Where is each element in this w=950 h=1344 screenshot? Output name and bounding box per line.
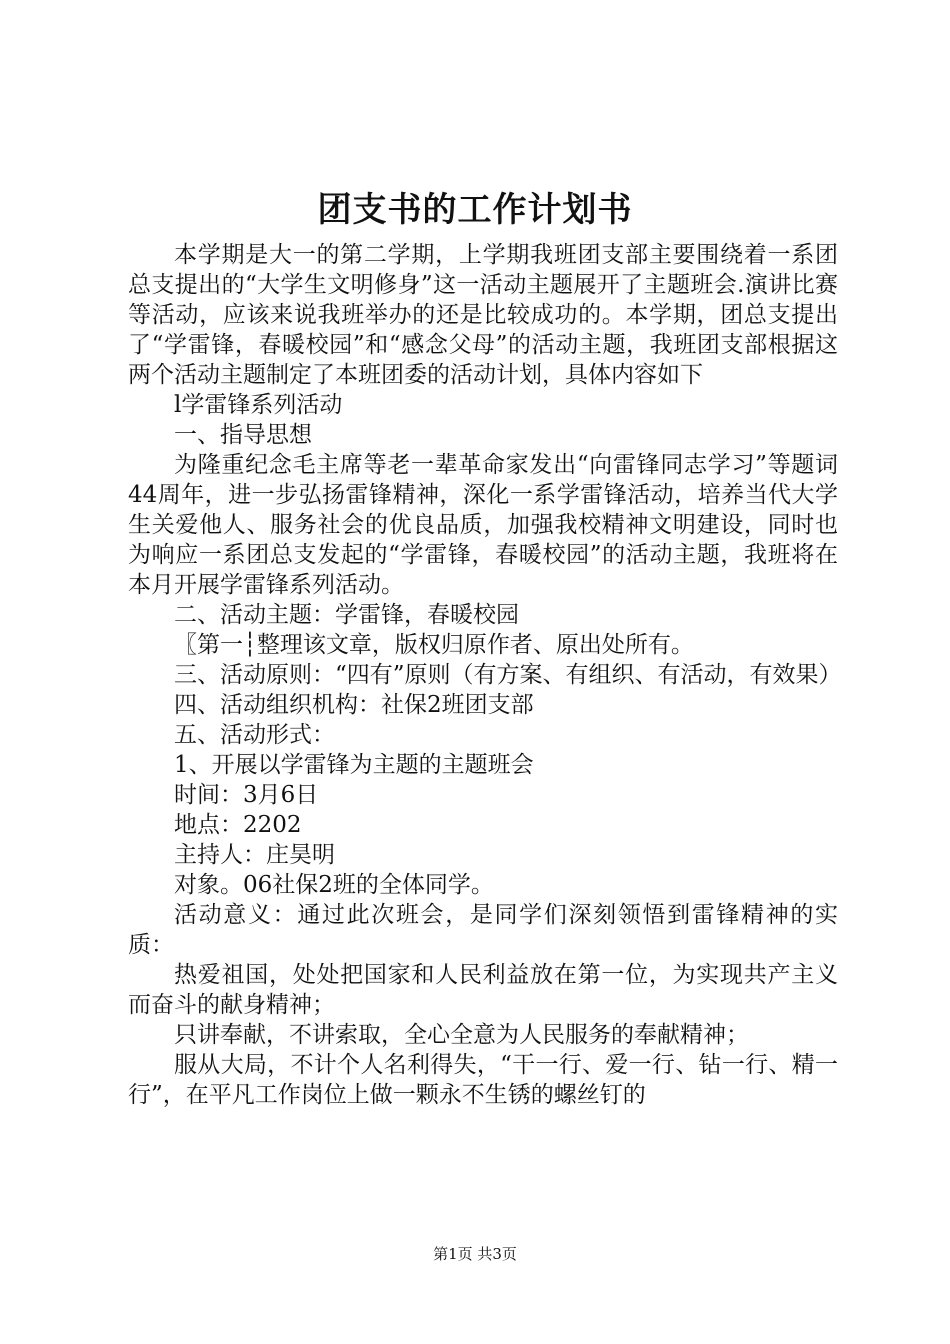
document-title: 团支书的工作计划书 — [317, 190, 633, 230]
paragraph-activity-form-heading: 五、活动形式： — [174, 722, 335, 748]
paragraph-section-heading: l学雷锋系列活动 — [174, 392, 343, 418]
paragraph-activity-principle: 三、活动原则：“四有”原则（有方案、有组织、有活动，有效果） — [174, 662, 842, 688]
paragraph-audience: 对象。06社保2班的全体同学。 — [174, 872, 494, 898]
paragraph-copyright-note: 〖第一┆整理该文章，版权归原作者、原出处所有。 — [174, 632, 694, 658]
paragraph-significance: 活动意义：通过此次班会，是同学们深刻领悟到雷锋精神的实质： — [128, 902, 838, 958]
paragraph-activity-theme: 二、活动主题：学雷锋，春暖校园 — [174, 602, 519, 628]
paragraph-dedication: 只讲奉献，不讲索取，全心全意为人民服务的奉献精神； — [174, 1022, 749, 1048]
paragraph-intro: 本学期是大一的第二学期，上学期我班团支部主要围绕着一系团总支提出的“大学生文明修身”这一活动主题展开了主题班会.演讲比赛等活动，应该来说我班举办的还是比较成功的。本学期，团总支提出了“学雷锋，春暖校园”和“感念父母”的活动主题，我班团支部根据这两个活动主题制定了本班团委的活动计划，具体内容如下 — [128, 242, 838, 388]
paragraph-class-meeting: 1、开展以学雷锋为主题的主题班会 — [174, 752, 534, 778]
page-footer: 第1页 共3页 — [433, 1245, 517, 1263]
paragraph-location: 地点：2202 — [174, 812, 302, 838]
paragraph-host: 主持人：庄昊明 — [174, 842, 335, 868]
paragraph-patriotism: 热爱祖国，处处把国家和人民利益放在第一位，为实现共产主义而奋斗的献身精神； — [128, 962, 838, 1018]
paragraph-overall-interest: 服从大局，不计个人名利得失，“干一行、爱一行、钻一行、精一行”，在平凡工作岗位上做一颗永不生锈的螺丝钉的 — [128, 1052, 838, 1108]
paragraph-organizer: 四、活动组织机构：社保2班团支部 — [174, 692, 534, 718]
document-body — [128, 240, 842, 1110]
paragraph-guiding-thought: 为隆重纪念毛主席等老一辈革命家发出“向雷锋同志学习”等题词44周年，进一步弘扬雷锋精神，深化一系学雷锋活动，培养当代大学生关爱他人、服务社会的优良品质，加强我校精神文明建设，同时也为响应一系团总支发起的“学雷锋，春暖校园”的活动主题，我班将在本月开展学雷锋系列活动。 — [128, 452, 838, 598]
paragraph-time: 时间：3月6日 — [174, 782, 319, 808]
paragraph-guiding-thought-heading: 一、指导思想 — [174, 422, 312, 448]
